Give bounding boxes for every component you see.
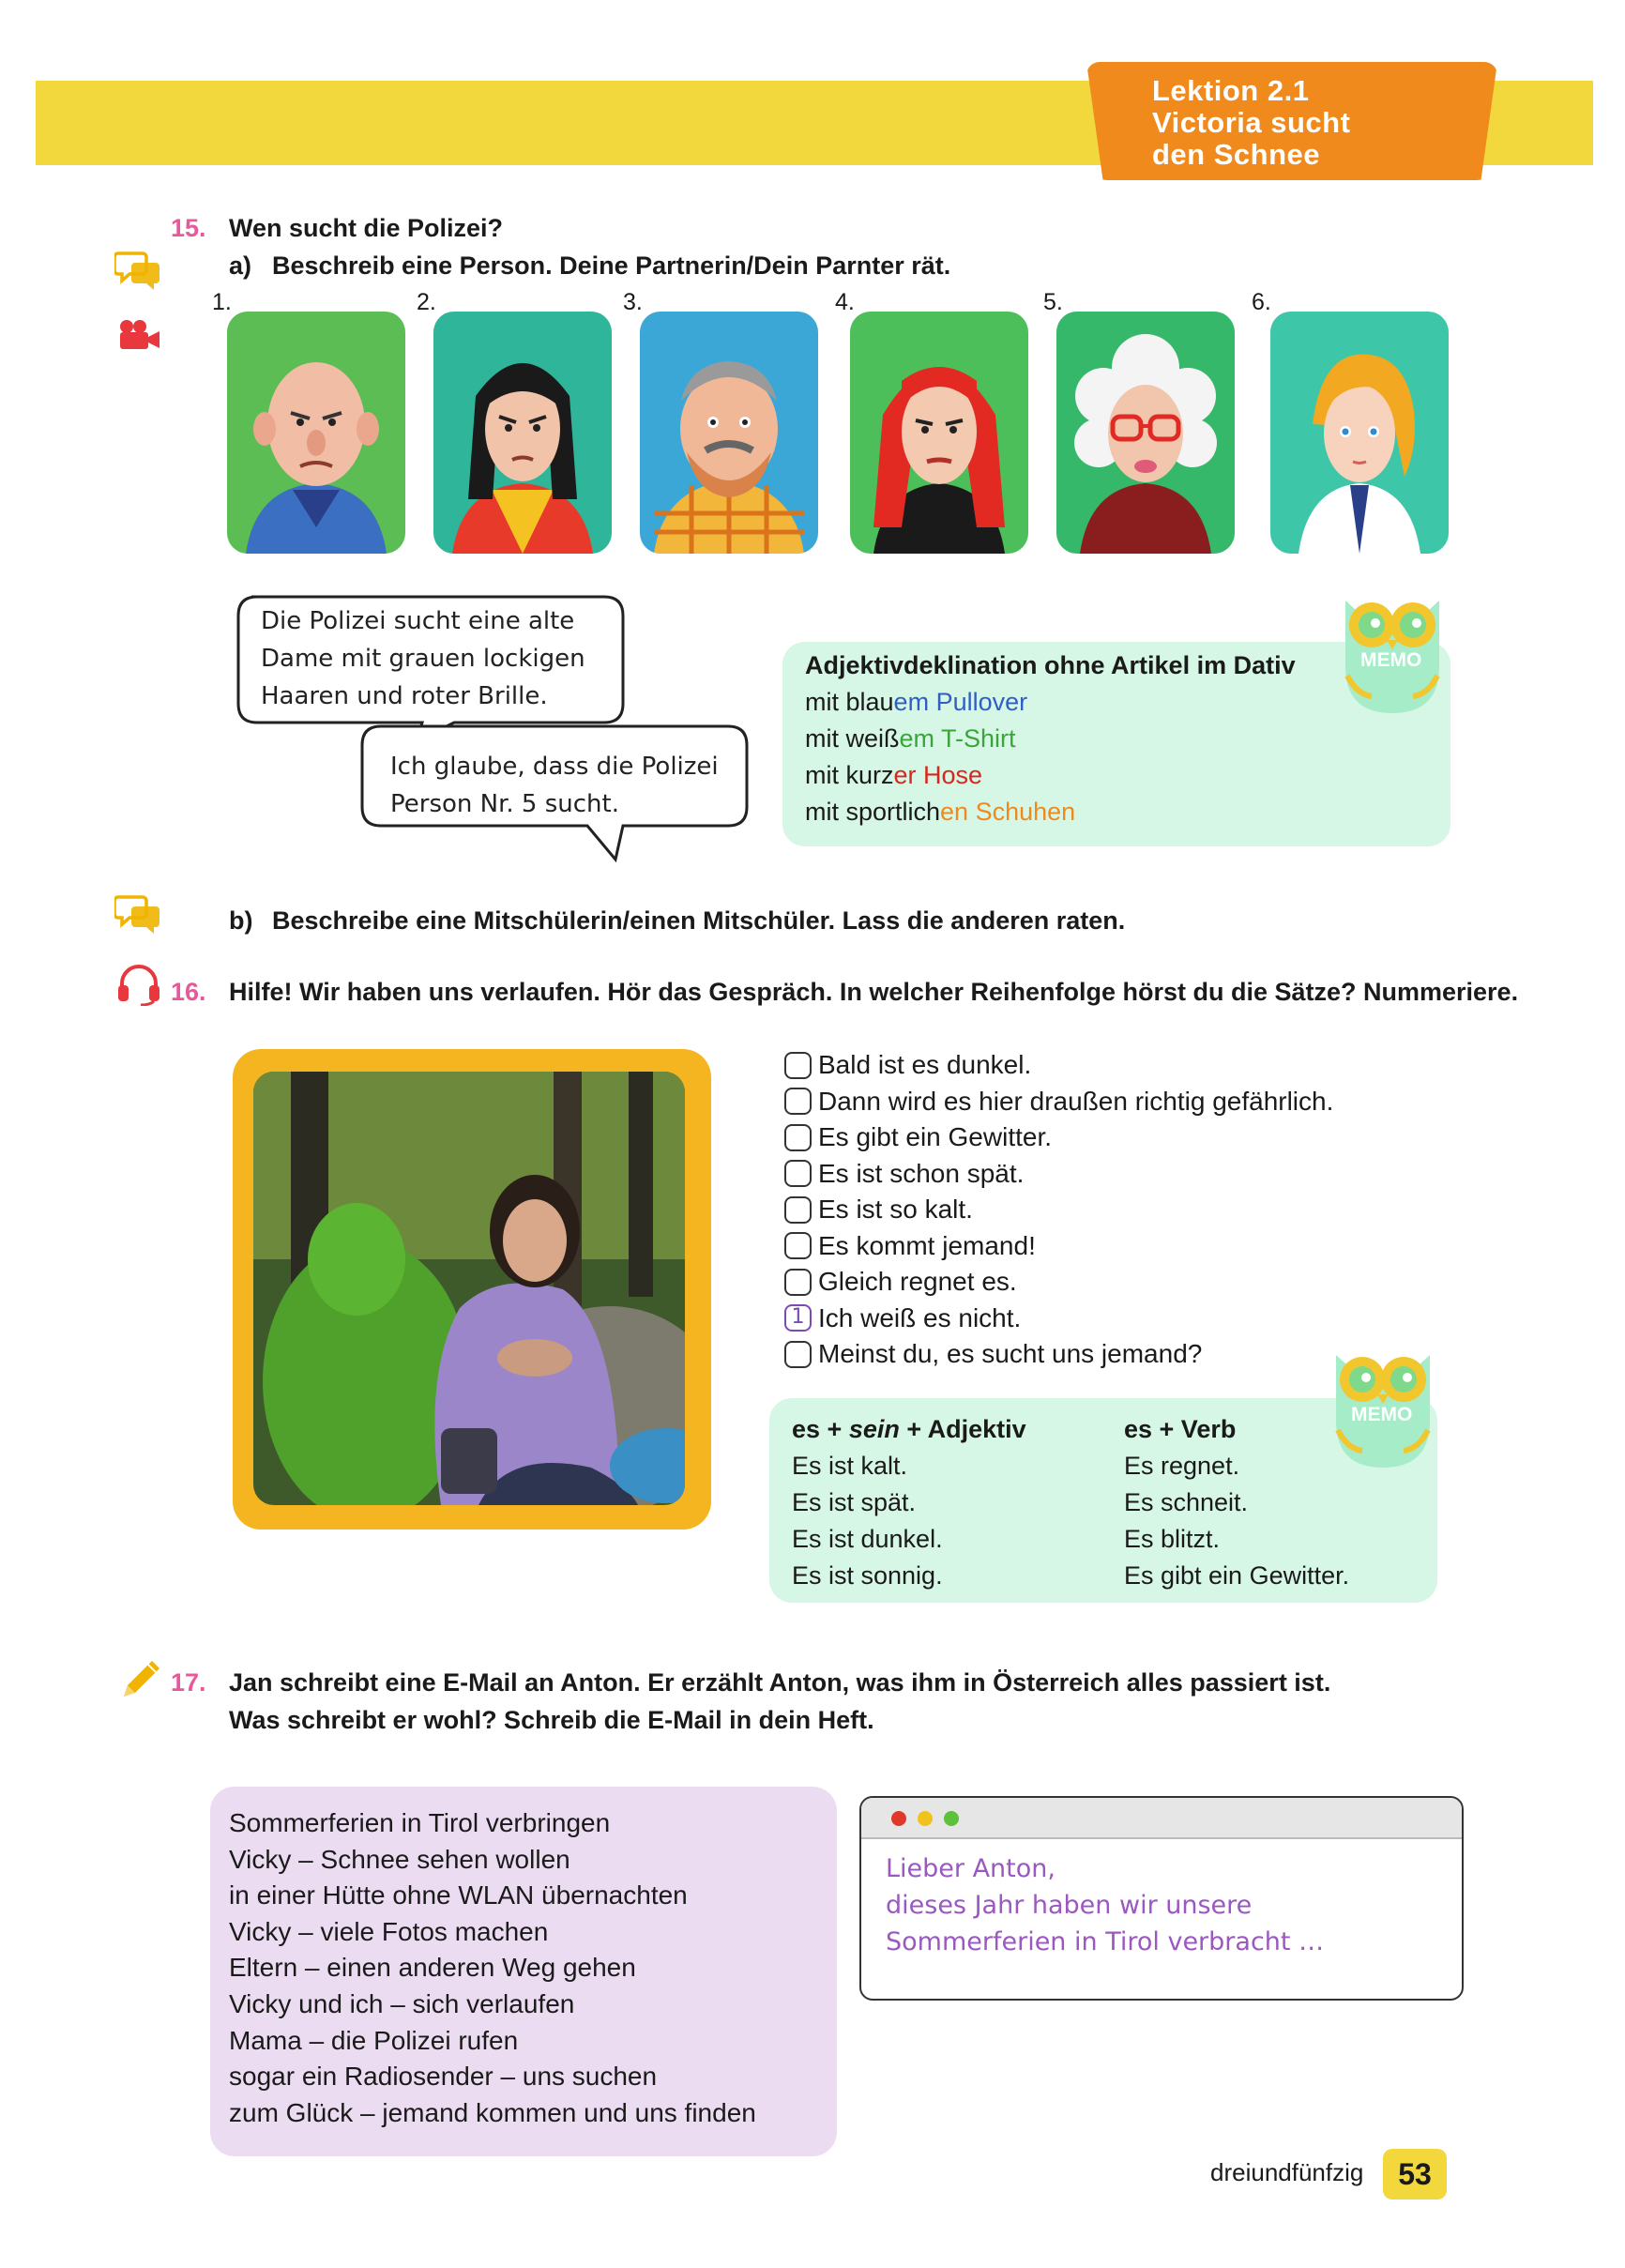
memo-2-col2-item: Es blitzt.	[1124, 1525, 1221, 1553]
number-box[interactable]: 1	[784, 1304, 812, 1332]
memo-1-content	[805, 647, 1296, 830]
bubble-1-line-1: Die Polizei sucht eine alte	[261, 607, 575, 635]
exercise-15-title: Wen sucht die Polizei?	[229, 214, 504, 242]
checklist-item-text: Es ist so kalt.	[818, 1195, 973, 1225]
lesson-title-line1: Victoria sucht	[1152, 106, 1351, 139]
memo-1-row-2-ending: em	[899, 724, 935, 753]
portrait-3	[640, 312, 818, 554]
memo-2-col2-item: Es gibt ein Gewitter.	[1124, 1561, 1350, 1590]
memo-1-row-4-prefix: mit sportlich	[805, 798, 941, 826]
checklist-item-text: Es kommt jemand!	[818, 1230, 1036, 1260]
exercise-15b-text: Beschreibe eine Mitschülerin/einen Mitschüler. Lass die anderen raten.	[272, 906, 1126, 935]
memo-1-row-1-noun: Pullover	[929, 688, 1028, 716]
prompt-item: zum Glück – jemand kommen und uns finden	[229, 2097, 756, 2127]
bubble-2-line-1: Ich glaube, dass die Polizei	[390, 753, 719, 781]
memo-2-head-part: es +	[792, 1415, 849, 1443]
maximize-dot-icon[interactable]	[944, 1811, 959, 1826]
memo-badge-1: MEMO	[1360, 649, 1422, 671]
prompt-item: Eltern – einen anderen Weg gehen	[229, 1953, 636, 1983]
memo-badge-2: MEMO	[1351, 1404, 1413, 1425]
exercise-17-line-2: Was schreibt er wohl? Schreib die E-Mail in dein Heft.	[229, 1706, 874, 1734]
memo-2-head-part: sein	[848, 1415, 900, 1443]
portrait-number-6: 6.	[1252, 289, 1271, 315]
number-box[interactable]	[784, 1341, 812, 1368]
prompt-list	[229, 1805, 756, 2131]
memo-2-col2-item: Es regnet.	[1124, 1452, 1240, 1480]
number-box[interactable]	[784, 1124, 812, 1151]
prompt-item: Vicky und ich – sich verlaufen	[229, 1988, 575, 2018]
number-box[interactable]	[784, 1269, 812, 1296]
memo-1-row-2-prefix: mit weiß	[805, 724, 900, 753]
checklist-item	[784, 1228, 1333, 1265]
portrait-number-2: 2.	[417, 289, 436, 315]
owl-icon	[1327, 582, 1458, 723]
checklist-item-text: Gleich regnet es.	[818, 1267, 1017, 1297]
portrait-4	[850, 312, 1028, 554]
exercise-16-number: 16.	[171, 978, 206, 1006]
memo-1-heading: Adjektivdeklination ohne Artikel im Dativ	[805, 651, 1296, 679]
memo-1-row	[805, 794, 1296, 830]
portrait-number-4: 4.	[835, 289, 855, 315]
checklist-item-text: Bald ist es dunkel.	[818, 1050, 1032, 1080]
bubble-1-text	[261, 602, 585, 715]
forest-photo	[253, 1072, 685, 1505]
sentence-checklist	[784, 1047, 1333, 1373]
checklist-item	[784, 1336, 1333, 1373]
exercise-15a-label: a)	[229, 251, 252, 280]
portrait-6	[1270, 312, 1449, 554]
portrait-2	[433, 312, 612, 554]
number-box[interactable]	[784, 1160, 812, 1187]
exercise-15b-label: b)	[229, 906, 253, 935]
memo-1-row-4-noun: Schuhen	[968, 798, 1076, 826]
email-line: dieses Jahr haben wir unsere	[886, 1891, 1253, 1920]
memo-2-col2-heading: es + Verb	[1124, 1415, 1237, 1443]
video-camera-icon	[118, 319, 161, 351]
prompt-item: Vicky – Schnee sehen wollen	[229, 1844, 570, 1874]
checklist-item	[784, 1264, 1333, 1301]
page-number-word: dreiundfünfzig	[1210, 2158, 1364, 2186]
portrait-number-1: 1.	[212, 289, 232, 315]
checklist-item-text: Es ist schon spät.	[818, 1158, 1025, 1188]
memo-1-row-3-noun: Hose	[916, 761, 983, 789]
pencil-icon	[116, 1657, 163, 1704]
memo-2-col1	[792, 1411, 1026, 1594]
prompt-item: sogar ein Radiosender – uns suchen	[229, 2062, 658, 2092]
lesson-number: Lektion 2.1	[1152, 74, 1310, 107]
memo-2-col1-heading	[792, 1411, 1026, 1448]
lesson-title-line2: den Schnee	[1152, 138, 1320, 171]
memo-1-row-3-prefix: mit kurz	[805, 761, 894, 789]
checklist-item	[784, 1119, 1333, 1156]
exercise-16-title: Hilfe! Wir haben uns verlaufen. Hör das Gespräch. In welcher Reihenfolge hörst du die Sätze? Nummeriere.	[229, 978, 1519, 1006]
portrait-number-5: 5.	[1043, 289, 1063, 315]
portrait-5	[1056, 312, 1235, 554]
checklist-item-text: Ich weiß es nicht.	[818, 1302, 1022, 1332]
exercise-17-number: 17.	[171, 1668, 206, 1697]
prompt-item: Vicky – viele Fotos machen	[229, 1916, 549, 1946]
memo-2-col1-item: Es ist spät.	[792, 1488, 917, 1516]
memo-2-col2	[1124, 1411, 1349, 1594]
memo-2-col1-item: Es ist dunkel.	[792, 1525, 943, 1553]
speech-bubbles-icon	[114, 248, 161, 291]
lesson-title	[1152, 75, 1350, 171]
memo-1-row	[805, 757, 1296, 794]
memo-1-row-4-ending: en	[940, 798, 969, 826]
memo-1-row	[805, 721, 1296, 757]
bubble-2-line-2: Person Nr. 5 sucht.	[390, 790, 619, 818]
memo-1-row-3-ending: er	[893, 761, 917, 789]
memo-1-row-1-ending: em	[893, 688, 930, 716]
number-box[interactable]	[784, 1232, 812, 1259]
speech-bubbles-icon	[114, 891, 161, 935]
memo-1-row-1-prefix: mit blau	[805, 688, 894, 716]
bubble-1-line-3: Haaren und roter Brille.	[261, 682, 548, 710]
checklist-item-text: Es gibt ein Gewitter.	[818, 1122, 1053, 1152]
exercise-15-number: 15.	[171, 214, 206, 242]
checklist-item	[784, 1084, 1333, 1120]
checklist-item	[784, 1156, 1333, 1193]
memo-1-row	[805, 684, 1296, 721]
headphones-icon	[116, 963, 161, 1006]
checklist-item-text: Dann wird es hier draußen richtig gefährlich.	[818, 1086, 1334, 1116]
checklist-item	[784, 1047, 1333, 1084]
memo-1-row-2-noun: T-Shirt	[934, 724, 1016, 753]
page-number: 53	[1383, 2149, 1447, 2200]
number-box[interactable]	[784, 1088, 812, 1115]
minimize-dot-icon[interactable]	[918, 1811, 933, 1826]
checklist-item	[784, 1301, 1333, 1337]
close-dot-icon[interactable]	[891, 1811, 906, 1826]
exercise-15a-text: Beschreib eine Person. Deine Partnerin/Dein Parnter rät.	[272, 251, 951, 280]
bubble-1-line-2: Dame mit grauen lockigen	[261, 645, 585, 673]
checklist-item-text: Meinst du, es sucht uns jemand?	[818, 1339, 1203, 1369]
number-box[interactable]	[784, 1196, 812, 1224]
bubble-2-text	[390, 748, 719, 823]
portrait-1	[227, 312, 405, 554]
prompt-item: in einer Hütte ohne WLAN übernachten	[229, 1880, 688, 1910]
number-box[interactable]	[784, 1052, 812, 1079]
exercise-17-line-1: Jan schreibt eine E-Mail an Anton. Er erzählt Anton, was ihm in Österreich alles passiert ist.	[229, 1668, 1331, 1697]
email-body	[886, 1850, 1324, 1960]
prompt-item: Mama – die Polizei rufen	[229, 2025, 519, 2055]
portrait-number-3: 3.	[623, 289, 643, 315]
email-line: Sommerferien in Tirol verbracht …	[886, 1927, 1325, 1956]
email-line: Lieber Anton,	[886, 1854, 1055, 1883]
memo-2-col1-item: Es ist sonnig.	[792, 1561, 943, 1590]
memo-2-head-part: + Adjektiv	[899, 1415, 1026, 1443]
prompt-item: Sommerferien in Tirol verbringen	[229, 1808, 611, 1837]
memo-2-col2-item: Es schneit.	[1124, 1488, 1249, 1516]
checklist-item	[784, 1192, 1333, 1228]
memo-2-col1-item: Es ist kalt.	[792, 1452, 908, 1480]
